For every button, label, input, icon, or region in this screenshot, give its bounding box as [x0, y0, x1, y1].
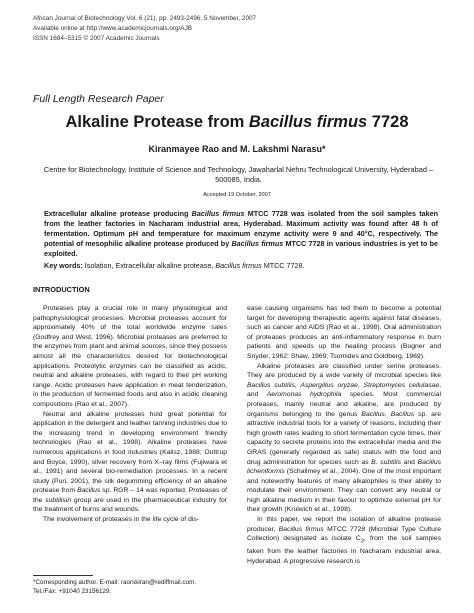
abstract-text: Extracellular alkaline protease producing — [44, 209, 192, 218]
left-column — [33, 304, 227, 525]
organism-name: Bacillus licheniformis — [247, 458, 441, 476]
organism-name: Aeromonas hydrophila — [266, 391, 342, 399]
corresponding-author-phone: Tel./Fax: +91040 23156129. — [33, 588, 112, 595]
journal-url: Available online at http://www.academicjournals.org/AJB — [33, 25, 193, 32]
paragraph — [247, 362, 441, 516]
keywords-suffix: MTCC 7728. — [261, 261, 305, 270]
authors: Kiranmayee Rao and M. Lakshmi Narasu* — [148, 144, 326, 154]
paragraph: Proteases play a crucial role in many physiological and pathophysiological processes. Microbial proteases account for approximately 40% of the total worldwide enzyme sales (Godfrey and West, 1996). Microbial proteases are preferred to the enzymes from plant and animal sources, since they possess almost all the characteristics desired for biotechnological applications. Proteolytic enzymes can be classified as acidic, neutral and alkaline proteases, with regard to their pH working range. Acidic proteases have application in meat tenderization, in the production of fermented foods and also in acidic cleaning compositions (Rao et al., 2007). — [33, 305, 227, 408]
title-prefix: Alkaline Protease from — [65, 113, 249, 131]
journal-issn: ISSN 1684–5315 © 2007 Academic Journals — [33, 35, 160, 42]
paragraph-text: In this paper, we report the isolation of alkaline protease producer, — [247, 516, 441, 533]
abstract-text: MTCC 7728 in various industries is yet to be exploited. — [44, 239, 439, 258]
paragraph: ease causing organisms has led them to become a potential target for developing therapeutic agents against fatal diseases, such as cancer and AIDS (Rao et al., 1998). Oral administration of proteases produces an anti-inflammatory response in burn patients and speeds up the healing process (Bogner and Snyder, 1962; Shaw, 1969; Tsomides and Goldberg, 1969). — [247, 305, 441, 360]
paragraph-text: (Schallmey et al., 2004). One of the most important and noteworthy features of many alkalophiles is their ability to modulate their environment. They can convert any neutral or high alkaline medium in their favour to optimize external pH for their growth (Krulwich et al., 1998). — [247, 468, 441, 514]
paragraph-text: Alkaline proteases are classified under serine proteases. They are produced by a wide variety of microbial species like — [247, 362, 441, 380]
paragraph-text: and — [400, 458, 418, 466]
corresponding-author-email: *Corresponding author. E-mail: raorskiran@rediffmail.com. — [33, 579, 197, 586]
footnote — [33, 578, 227, 596]
paragraph: The involvement of proteases in the life cycle of dis- — [43, 516, 200, 524]
abstract-text: MTCC 7728 was isolated from the soil samples taken from the leather factories in Nacharam industrial area, Hyderabad. Maximum activity was found after 48 h of fermentation. Optimum pH and temperature for maximum enzyme activity were 9 and 40°C, respectively. The potential of mesophilic alkaline protease produced by — [44, 209, 438, 248]
paragraph-text: , and — [247, 381, 441, 399]
paragraph-text: sp. are attractive industrial tools for a variety of reasons, including their high growth rates leading to short fermentation cycle times, their capacity to secrete proteins into the extracellular media and the GRAS (generally regarded as safe) status with the food and drug administration for species such as — [247, 410, 441, 466]
organism-name: Bacillus subtilis, Aspergillus oryzae, Streptomyces cellulasae — [247, 381, 440, 389]
title-organism: Bacillus firmus — [248, 113, 368, 131]
paragraph — [247, 515, 441, 566]
paragraph-text: species. Most commercial proteases, mainly neutral and alkaline, are produced by organisms belonging to the genus — [247, 391, 441, 418]
paragraph-text: sp. RGR – 14 was reported. Proteases of the — [33, 487, 227, 504]
footnote-divider — [33, 575, 93, 576]
paragraph — [33, 410, 227, 516]
section-heading-introduction: INTRODUCTION — [33, 285, 90, 294]
organism-name: Bacillus — [76, 487, 101, 495]
keywords — [44, 261, 438, 271]
paragraph-text: Neutral and alkaline proteases hold great potential for application in the detergent and leather tanning industries due to the increasing trend in developing environment friendly technologies (Rao et al., 1998). Alkaline proteases have numerous applications in food industries (Kalisz, 1988; Outtrup and Boyce, 1990), silver recovery from X–ray films (Fujiwara et al., 1991) and several bio-remediation processes. In a recent study (Puri, 2001), the silk degumming efficiency of an alkaline protease from — [33, 410, 227, 495]
abstract-organism: Bacillus firmus — [191, 209, 245, 218]
accepted-date: Accepted 19 October, 2007 — [203, 192, 271, 198]
article-type: Full Length Research Paper — [33, 93, 164, 105]
paragraph-text: , from the soil samples taken from the leather factories in Nacharam industrial area, Hyderabad. A progressive research is — [247, 535, 441, 565]
affiliation: Centre for Biotechnology, Institute of Science and Technology, Jawaharlal Nehru Technological University, Hyderabad – 500085, India. — [43, 165, 434, 184]
organism-name: B. subtilis — [371, 458, 401, 466]
keywords-label: Key words: — [44, 261, 83, 270]
title-suffix: 7728 — [367, 113, 409, 131]
organism-name: Bacillus. Bacillus — [361, 410, 415, 418]
right-column — [247, 304, 441, 566]
keywords-text: Isolation, Extracellular alkaline protease, — [82, 261, 216, 270]
abstract-organism: Bacillus firmus — [231, 239, 284, 248]
paragraph-text: MTCC 7728 (Microbial Type Culture Collection) designated as isolate C — [247, 525, 441, 543]
abstract — [44, 209, 438, 259]
journal-header — [33, 14, 256, 44]
keywords-organism: Bacillus firmus — [215, 261, 262, 270]
paragraph-text: group are used in the pharmaceutical industry for the treatment of burns and wounds. — [33, 496, 227, 514]
organism-name: subtilisin — [45, 496, 72, 504]
isolate-subscript: 3 — [360, 538, 364, 545]
journal-citation: African Journal of Biotechnology Vol. 6 (21), pp. 2493-2496, 5 November, 2007 — [33, 15, 257, 22]
organism-name: Bacillus firmus — [278, 525, 324, 533]
paper-title — [0, 113, 474, 132]
